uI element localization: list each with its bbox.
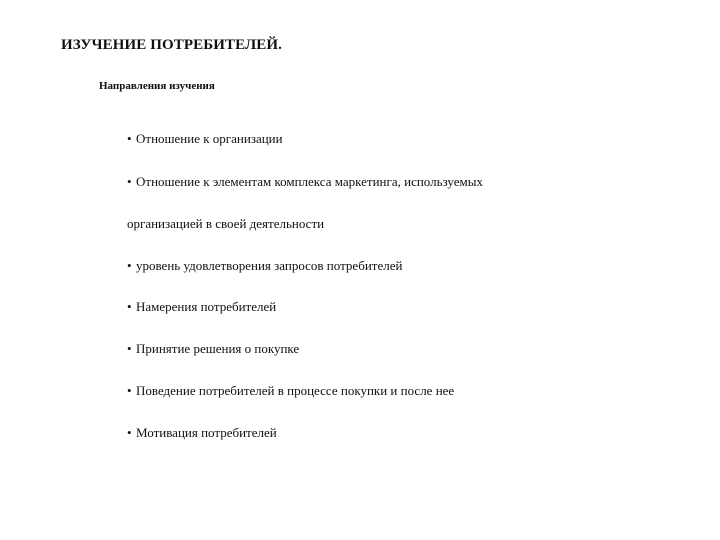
- list-item-text: Мотивация потребителей: [136, 425, 277, 440]
- bullet-marker: •: [127, 425, 132, 440]
- list-item: [127, 174, 483, 190]
- list-item: [127, 425, 277, 441]
- list-item-text: Принятие решения о покупке: [136, 341, 300, 356]
- bullet-marker: •: [127, 258, 132, 273]
- list-item-text: Отношение к организации: [136, 131, 283, 146]
- list-item-text: уровень удовлетворения запросов потребителей: [136, 258, 403, 273]
- bullet-marker: •: [127, 131, 132, 146]
- list-item: [127, 299, 276, 315]
- list-item-text: Поведение потребителей в процессе покупки и после нее: [136, 383, 455, 398]
- bullet-marker: •: [127, 299, 132, 314]
- list-item-text: Отношение к элементам комплекса маркетинга, используемых: [136, 174, 483, 189]
- bullet-marker: •: [127, 383, 132, 398]
- page-title: ИЗУЧЕНИЕ ПОТРЕБИТЕЛЕЙ.: [61, 37, 283, 53]
- section-subtitle: Направления изучения: [99, 80, 215, 92]
- list-item-continuation: [127, 216, 324, 232]
- list-item-text: Намерения потребителей: [136, 299, 277, 314]
- list-item: [127, 383, 454, 399]
- list-item-text: организацией в своей деятельности: [127, 216, 325, 231]
- bullet-marker: •: [127, 341, 132, 356]
- list-item: [127, 341, 299, 357]
- list-item: [127, 258, 402, 274]
- bullet-marker: •: [127, 174, 132, 189]
- list-item: [127, 131, 283, 147]
